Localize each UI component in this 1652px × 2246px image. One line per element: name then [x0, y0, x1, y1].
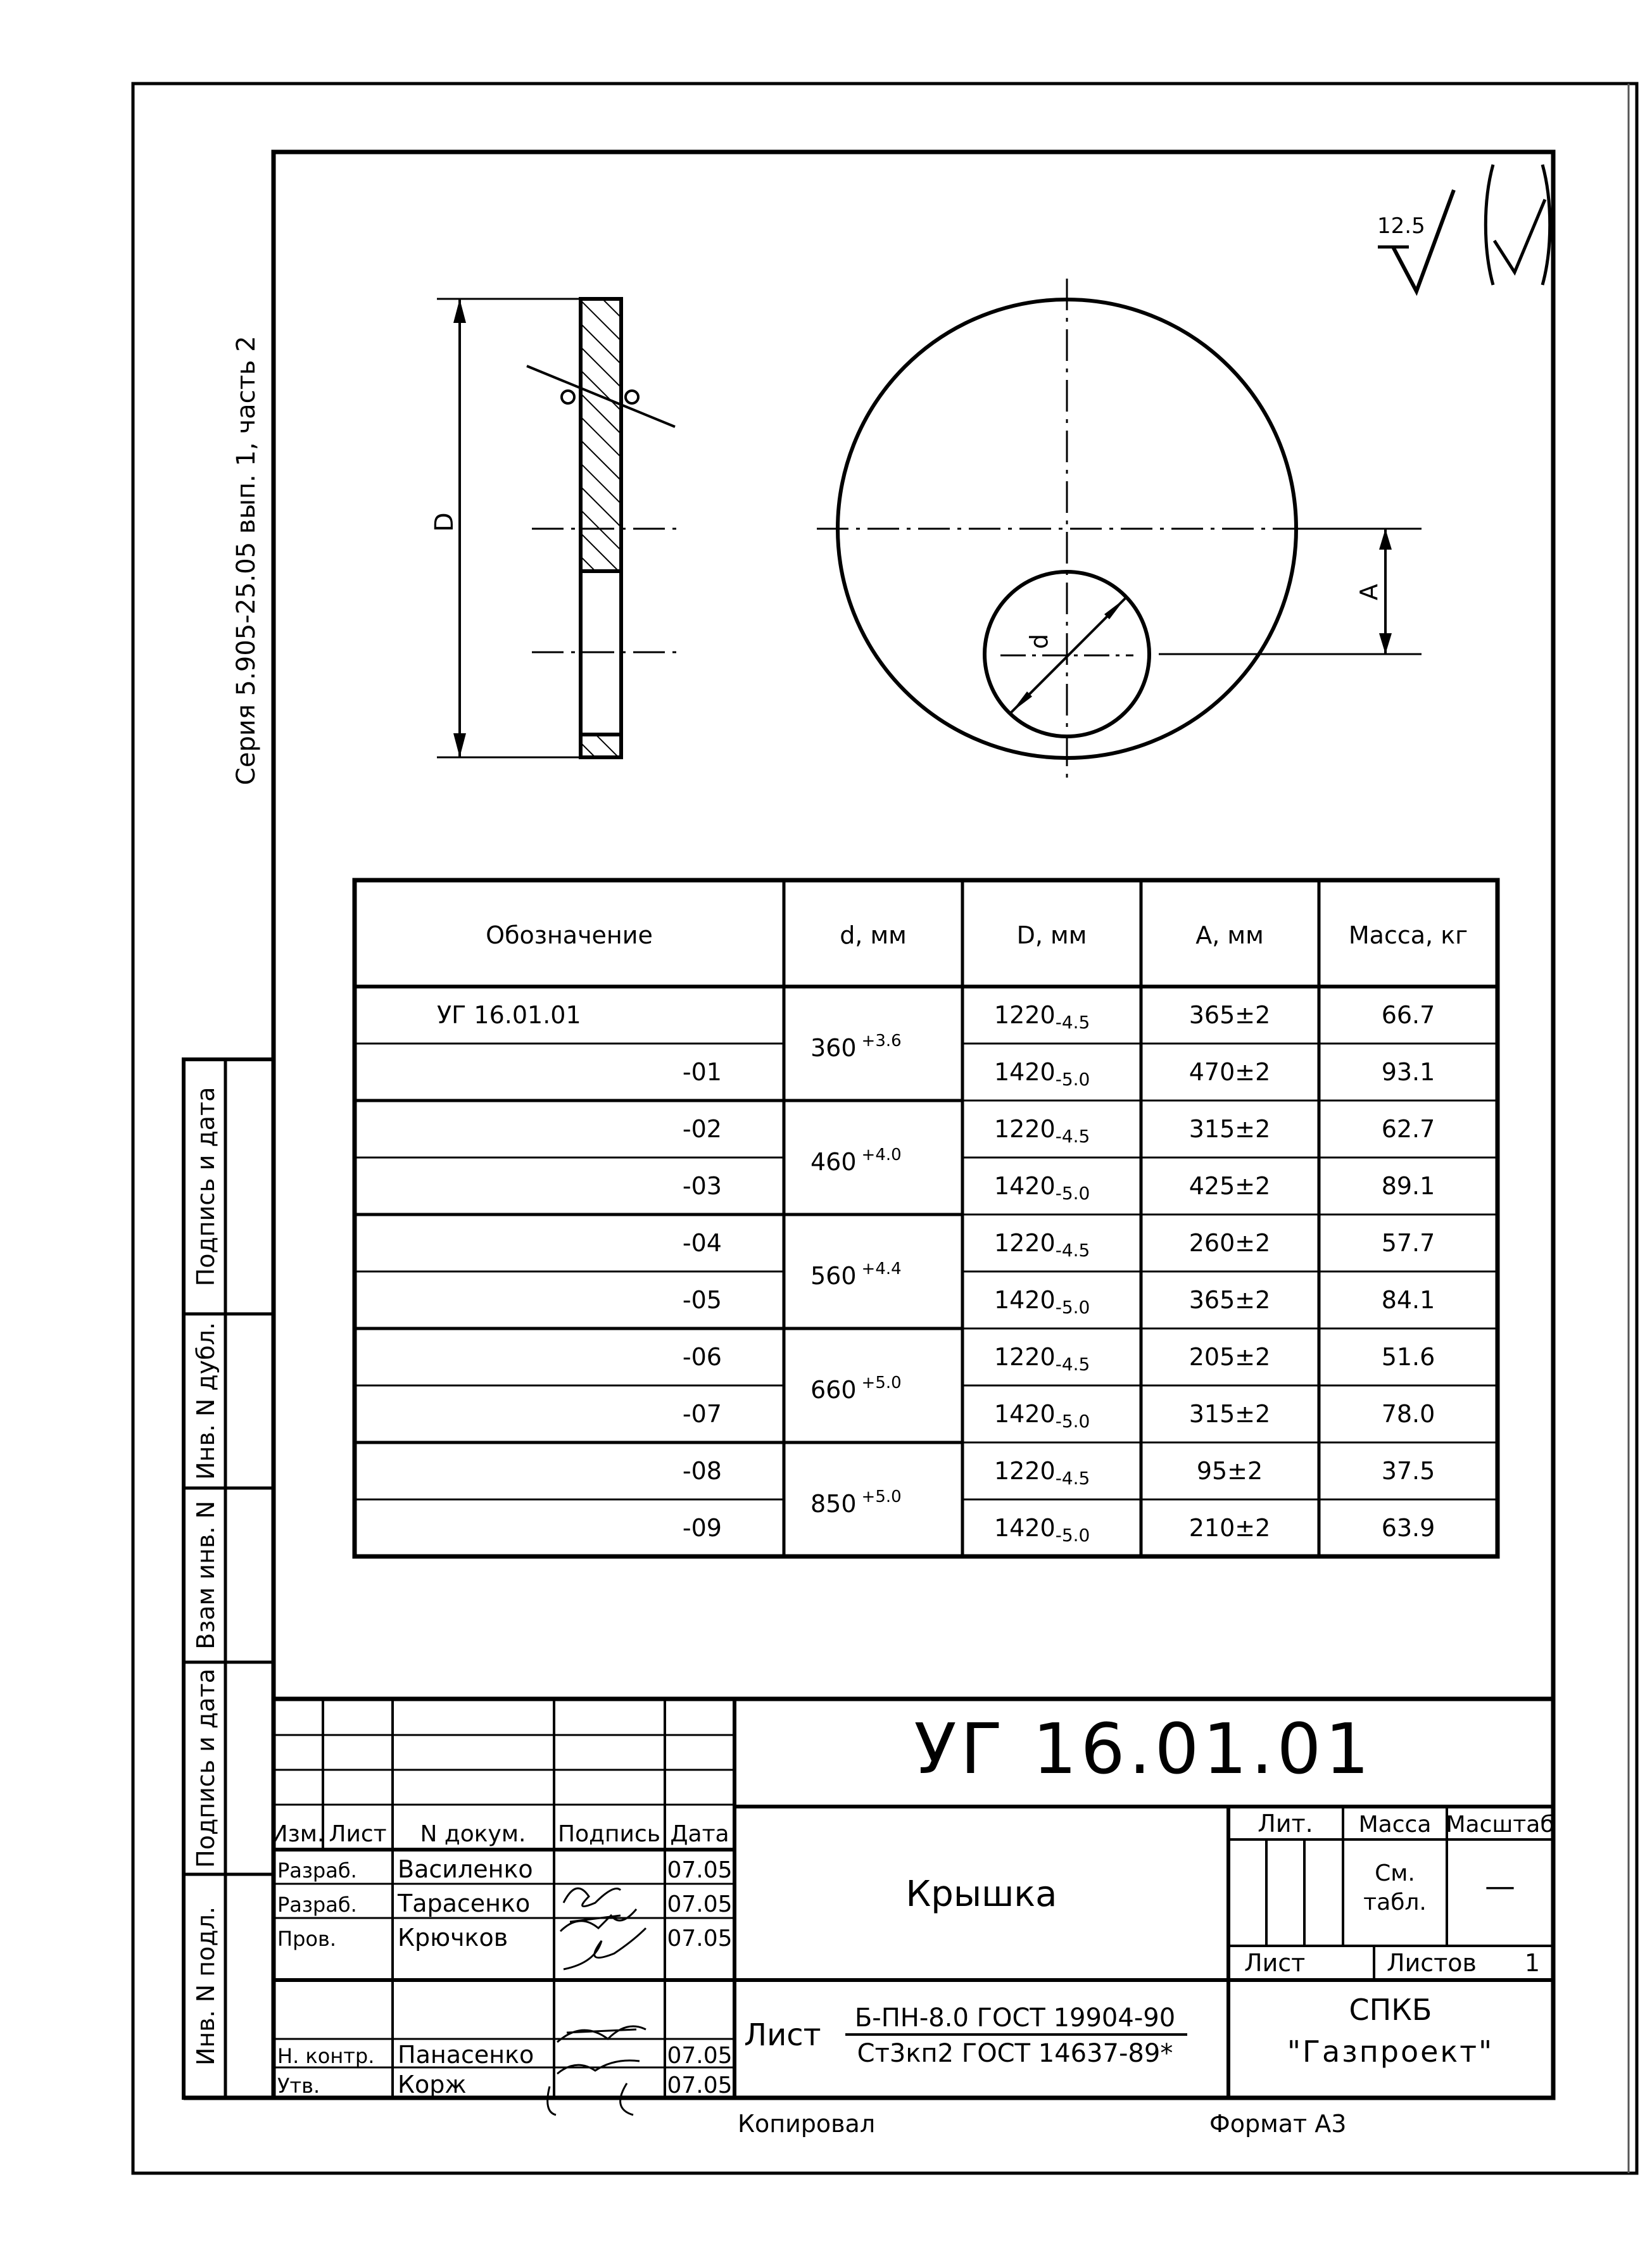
- material-top: Б-ПН-8.0 ГОСТ 19904-90: [854, 2003, 1176, 2033]
- staff-role: Н. контр.: [277, 2044, 375, 2068]
- side-view: [430, 299, 681, 757]
- front-view: [817, 279, 1422, 782]
- D-value: 1420: [994, 1400, 1056, 1428]
- D-value: 1220: [994, 1115, 1056, 1143]
- col-header-sign: Подпись: [558, 1821, 660, 1847]
- mass-cell: 63.9: [1381, 1514, 1435, 1542]
- designation-cell: -09: [682, 1514, 722, 1542]
- org-line2: "Газпроект": [1287, 2035, 1494, 2069]
- A-cell: 425±2: [1189, 1172, 1271, 1200]
- designation-cell: -01: [682, 1058, 722, 1086]
- d-group-cell: [810, 1259, 902, 1290]
- designation-cell: -05: [682, 1286, 722, 1314]
- left-strip-label: Инв. N дубл.: [192, 1322, 220, 1480]
- col-header-ndoc: N докум.: [420, 1821, 526, 1847]
- D-value: 1420: [994, 1286, 1056, 1314]
- staff-role: Пров.: [277, 1927, 336, 1951]
- A-cell: 365±2: [1189, 1001, 1271, 1029]
- staff-role: Утв.: [277, 2074, 320, 2098]
- d-group-cell: [810, 1487, 902, 1518]
- D-tolerance: -4.5: [1055, 1468, 1090, 1489]
- roughness-symbol: [1377, 165, 1550, 291]
- d-tolerance: +4.0: [861, 1145, 902, 1164]
- mass-cell: 84.1: [1381, 1286, 1435, 1314]
- doc-code: УГ 16.01.01: [914, 1708, 1373, 1789]
- D-tolerance: -4.5: [1055, 1354, 1090, 1375]
- lit-label: Лит.: [1258, 1810, 1313, 1838]
- material-bottom: Ст3кп2 ГОСТ 14637-89*: [857, 2039, 1173, 2068]
- D-tolerance: -4.5: [1055, 1012, 1090, 1033]
- left-strip-label: Подпись и дата: [192, 1669, 220, 1868]
- d-tolerance: +4.4: [861, 1259, 902, 1278]
- D-cell: [994, 1001, 1090, 1033]
- mass-cell: 51.6: [1381, 1343, 1435, 1371]
- d-group-cell: [810, 1032, 902, 1062]
- A-cell: 365±2: [1189, 1286, 1271, 1314]
- staff-role: Разраб.: [277, 1858, 357, 1883]
- staff-name: Крючков: [398, 1924, 508, 1952]
- designation-cell: -08: [682, 1457, 722, 1485]
- D-cell: [994, 1286, 1090, 1318]
- header-D: D, мм: [1016, 921, 1087, 949]
- staff-date: 07.05: [667, 1857, 733, 1883]
- left-strip-label: Подпись и дата: [192, 1087, 220, 1287]
- D-value: 1420: [994, 1058, 1056, 1086]
- staff-name: Корж: [398, 2071, 467, 2098]
- scale-label: Масштаб: [1446, 1812, 1554, 1838]
- D-value: 1220: [994, 1343, 1056, 1371]
- designation-cell: -02: [682, 1115, 722, 1143]
- mass-value-line1: См.: [1375, 1860, 1415, 1886]
- D-tolerance: -5.0: [1055, 1297, 1090, 1318]
- A-cell: 470±2: [1189, 1058, 1271, 1086]
- d-value: 360: [810, 1034, 857, 1062]
- d-tolerance: +5.0: [861, 1487, 902, 1506]
- staff-date: 07.05: [667, 1891, 733, 1917]
- A-cell: 315±2: [1189, 1400, 1271, 1428]
- designation-cell: -07: [682, 1400, 722, 1428]
- staff-date: 07.05: [667, 2043, 733, 2069]
- sheets-label: Листов: [1387, 1949, 1477, 1977]
- mass-cell: 93.1: [1381, 1058, 1435, 1086]
- header-d: d, мм: [840, 921, 907, 949]
- spec-table: [355, 880, 1498, 1556]
- D-cell: [994, 1115, 1090, 1147]
- A-cell: 205±2: [1189, 1343, 1271, 1371]
- D-cell: [994, 1172, 1090, 1204]
- col-header-izm: Изм.: [270, 1821, 325, 1847]
- staff-role: Разраб.: [277, 1893, 357, 1917]
- dimension-A-label: A: [1355, 584, 1383, 600]
- D-tolerance: -5.0: [1055, 1525, 1090, 1546]
- org-line1: СПКБ: [1349, 1993, 1432, 2027]
- designation-cell: -03: [682, 1172, 722, 1200]
- d-value: 560: [810, 1262, 857, 1290]
- A-cell: 260±2: [1189, 1229, 1271, 1257]
- series-note: Серия 5.905-25.05 вып. 1, часть 2: [232, 336, 261, 785]
- dimension-d-label: d: [1025, 633, 1053, 649]
- D-cell: [994, 1457, 1090, 1489]
- designation-cell: УГ 16.01.01: [437, 1001, 581, 1029]
- signatures: [548, 1888, 646, 2115]
- staff-name: Василенко: [398, 1855, 533, 1883]
- d-tolerance: +5.0: [861, 1373, 902, 1392]
- part-name: Крышка: [905, 1874, 1057, 1915]
- left-strip-label: Взам инв. N: [192, 1501, 220, 1650]
- D-value: 1420: [994, 1514, 1056, 1542]
- A-cell: 315±2: [1189, 1115, 1271, 1143]
- D-tolerance: -5.0: [1055, 1183, 1090, 1204]
- d-value: 460: [810, 1148, 857, 1176]
- mass-label: Масса: [1358, 1812, 1432, 1838]
- copied-label: Копировал: [738, 2110, 876, 2138]
- D-cell: [994, 1229, 1090, 1261]
- staff-date: 07.05: [667, 1926, 733, 1952]
- D-tolerance: -4.5: [1055, 1240, 1090, 1261]
- D-cell: [994, 1058, 1090, 1090]
- col-header-list: Лист: [329, 1821, 387, 1847]
- A-cell: 210±2: [1189, 1514, 1271, 1542]
- header-A: A, мм: [1195, 921, 1264, 949]
- d-value: 850: [810, 1490, 857, 1518]
- mass-cell: 37.5: [1381, 1457, 1435, 1485]
- left-strip: [184, 1059, 274, 2098]
- col-header-date: Дата: [670, 1821, 729, 1847]
- sheets-value: 1: [1524, 1949, 1541, 1977]
- D-value: 1420: [994, 1172, 1056, 1200]
- staff-name: Панасенко: [398, 2041, 534, 2069]
- D-tolerance: -5.0: [1055, 1411, 1090, 1432]
- designation-cell: -06: [682, 1343, 722, 1371]
- mass-cell: 78.0: [1381, 1400, 1435, 1428]
- D-tolerance: -4.5: [1055, 1126, 1090, 1147]
- left-strip-label: Инв. N подл.: [192, 1906, 220, 2066]
- D-tolerance: -5.0: [1055, 1069, 1090, 1090]
- dimension-D-label: D: [430, 512, 459, 532]
- staff-date: 07.05: [667, 2073, 733, 2098]
- d-tolerance: +3.6: [861, 1032, 902, 1050]
- d-value: 660: [810, 1376, 857, 1404]
- header-designation: Обозначение: [486, 921, 653, 949]
- scale-value: —: [1485, 1869, 1515, 1904]
- sheet-label: Лист: [1244, 1949, 1306, 1977]
- format-label: Формат А3: [1209, 2110, 1347, 2138]
- d-group-cell: [810, 1373, 902, 1404]
- D-value: 1220: [994, 1229, 1056, 1257]
- D-value: 1220: [994, 1457, 1056, 1485]
- staff-name: Тарасенко: [398, 1890, 531, 1917]
- roughness-value: 12.5: [1377, 213, 1425, 239]
- A-cell: 95±2: [1196, 1457, 1263, 1485]
- header-mass: Масса, кг: [1348, 921, 1468, 949]
- designation-cell: -04: [682, 1229, 722, 1257]
- D-cell: [994, 1514, 1090, 1546]
- D-value: 1220: [994, 1001, 1056, 1029]
- d-group-cell: [810, 1145, 902, 1176]
- D-cell: [994, 1343, 1090, 1375]
- material-prefix: Лист: [744, 2017, 821, 2053]
- D-cell: [994, 1400, 1090, 1432]
- mass-cell: 62.7: [1381, 1115, 1435, 1143]
- title-block: [271, 1699, 1554, 2098]
- mass-value-line2: табл.: [1363, 1890, 1427, 1915]
- mass-cell: 89.1: [1381, 1172, 1435, 1200]
- mass-cell: 66.7: [1381, 1001, 1435, 1029]
- mass-cell: 57.7: [1381, 1229, 1435, 1257]
